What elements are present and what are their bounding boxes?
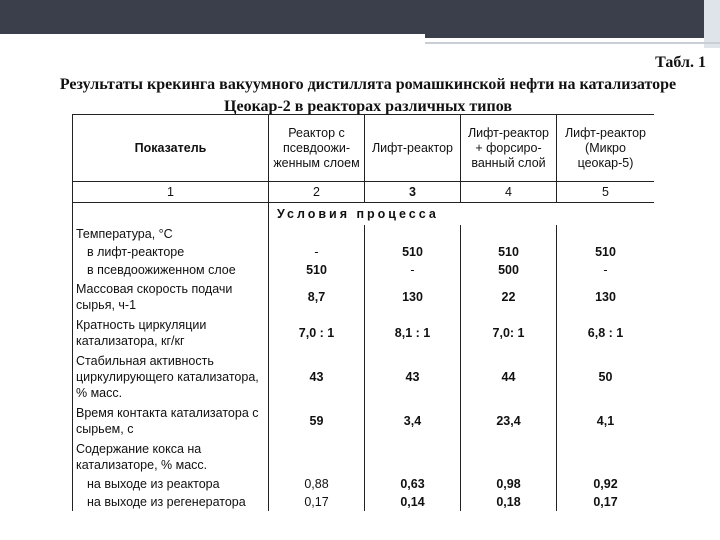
cell-value: 43	[269, 351, 365, 403]
cell-value: 510	[365, 243, 461, 261]
cell-value	[269, 439, 365, 475]
cell-value	[365, 225, 461, 243]
header-indicator: Показатель	[73, 115, 269, 182]
slide-top-accent	[704, 0, 720, 48]
table-number-label: Табл. 1	[655, 54, 706, 71]
cell-value: 3,4	[365, 403, 461, 439]
cell-value: 130	[557, 279, 655, 315]
table-title: Результаты крекинга вакуумного дистиллята ромашкинской нефти на катализаторе Цеокар-2 в реакторах различных типов	[59, 76, 677, 115]
table-row	[73, 403, 655, 439]
row-label: Кратность циркуляции катализатора, кг/кг	[73, 315, 269, 351]
column-number: 5	[557, 182, 655, 203]
cell-value: 0,17	[269, 493, 365, 511]
row-label: Температура, °С	[73, 225, 269, 243]
row-label: Массовая скорость подачи сырья, ч-1	[73, 279, 269, 315]
cell-value: 23,4	[461, 403, 557, 439]
header-lift-reactor: Лифт-реактор	[365, 115, 461, 182]
cell-value: 50	[557, 351, 655, 403]
table-row	[73, 261, 655, 279]
cell-value: 43	[365, 351, 461, 403]
slide-top-bar	[0, 0, 704, 34]
cell-value: 0,18	[461, 493, 557, 511]
cell-value: 4,1	[557, 403, 655, 439]
section-spacer	[73, 203, 269, 226]
row-label: Содержание кокса на катализаторе, % масс.	[73, 439, 269, 475]
table-row	[73, 315, 655, 351]
column-number-row	[73, 182, 655, 203]
column-number: 4	[461, 182, 557, 203]
cell-value	[365, 439, 461, 475]
section-heading-row	[73, 203, 655, 226]
cell-value: 59	[269, 403, 365, 439]
table-row	[73, 243, 655, 261]
cell-value	[461, 439, 557, 475]
cell-value: 44	[461, 351, 557, 403]
table-row	[73, 475, 655, 493]
cell-value: 510	[557, 243, 655, 261]
row-label: Стабильная активность циркулирующего катализатора, % масс.	[73, 351, 269, 403]
table-row	[73, 351, 655, 403]
cell-value: 510	[269, 261, 365, 279]
table-row	[73, 279, 655, 315]
column-number: 2	[269, 182, 365, 203]
cell-value	[461, 225, 557, 243]
table-row	[73, 439, 655, 475]
cell-value	[269, 225, 365, 243]
cell-value: -	[557, 261, 655, 279]
column-number: 3	[365, 182, 461, 203]
cell-value: 0,98	[461, 475, 557, 493]
results-table	[72, 114, 654, 511]
cell-value: 0,88	[269, 475, 365, 493]
cell-value: 8,1 : 1	[365, 315, 461, 351]
cell-value	[557, 439, 655, 475]
table-row	[73, 225, 655, 243]
slide-rule-light	[425, 42, 720, 44]
results-table-container	[72, 114, 654, 540]
row-label: на выходе из регенератора	[73, 493, 269, 511]
section-heading: Условия процесса	[269, 203, 655, 226]
cell-value: 130	[365, 279, 461, 315]
cell-value: 7,0: 1	[461, 315, 557, 351]
row-label: в лифт-реакторе	[73, 243, 269, 261]
row-label: на выходе из реактора	[73, 475, 269, 493]
cell-value: 22	[461, 279, 557, 315]
cell-value: -	[365, 261, 461, 279]
header-lift-micro: Лифт-реактор (Микро цеокар-5)	[557, 115, 655, 182]
row-label: Время контакта катализатора с сырьем, с	[73, 403, 269, 439]
cell-value: 7,0 : 1	[269, 315, 365, 351]
cell-value: 0,63	[365, 475, 461, 493]
cell-value: 500	[461, 261, 557, 279]
cell-value	[557, 225, 655, 243]
row-label: в псевдоожиженном слое	[73, 261, 269, 279]
header-lift-forced-bed: Лифт-реактор + форсиро- ванный слой	[461, 115, 557, 182]
header-fluidized-bed: Реактор с псевдоожи- женным слоем	[269, 115, 365, 182]
cell-value: 8,7	[269, 279, 365, 315]
cell-value: 510	[461, 243, 557, 261]
cell-value: 0,92	[557, 475, 655, 493]
table-row	[73, 493, 655, 511]
table-header-row	[73, 115, 655, 182]
cell-value: 0,17	[557, 493, 655, 511]
cell-value: 0,14	[365, 493, 461, 511]
cell-value: -	[269, 243, 365, 261]
cell-value: 6,8 : 1	[557, 315, 655, 351]
column-number: 1	[73, 182, 269, 203]
slide-rule-dark	[425, 34, 704, 38]
